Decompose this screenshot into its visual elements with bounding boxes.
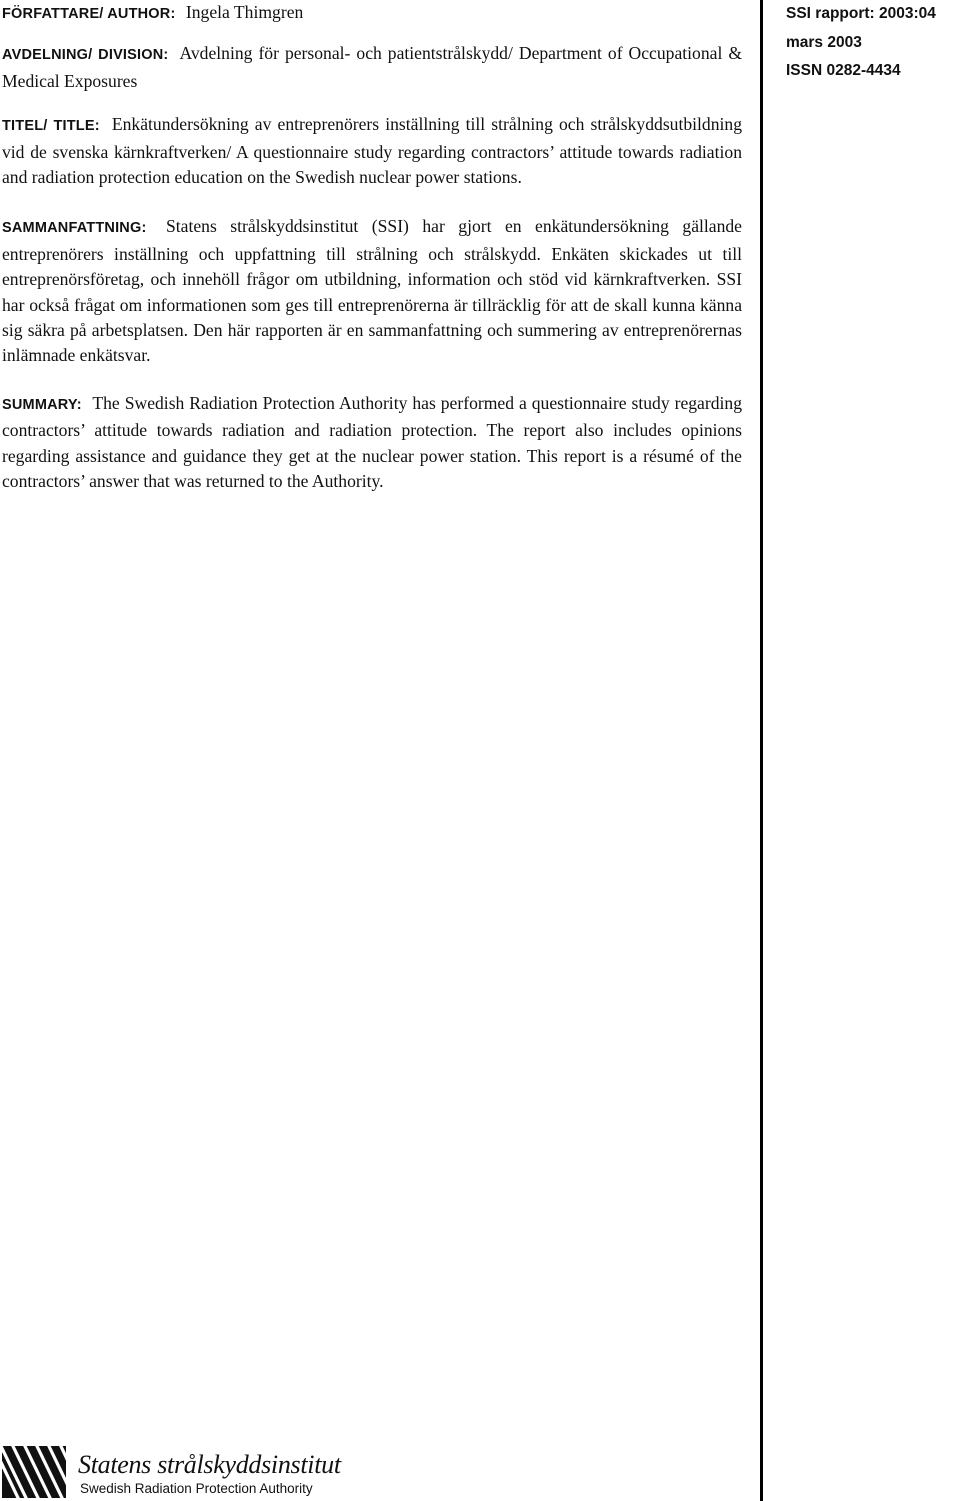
division-line (2, 41, 742, 94)
author-label: FÖRFATTARE/ AUTHOR: (2, 6, 176, 22)
report-date: mars 2003 (786, 33, 862, 51)
ssi-logo-icon (2, 1446, 66, 1498)
report-info (786, 0, 936, 86)
vertical-divider (760, 0, 763, 1501)
report-number: SSI rapport: 2003:04 (786, 5, 936, 22)
org-name-english: Swedish Radiation Protection Authority (80, 1481, 313, 1496)
summary-paragraph (2, 391, 742, 495)
sammanfattning-text: Statens strålskyddsinstitut (SSI) har gjort en enkätundersökning gällande entreprenörers inställning och uppfattning till strålning och strålskydd. Enkäten skickades ut till entreprenörsföretag, och innehöll frågor om utbildning, information och stöd vid kärnkraftverken. SSI har också frågat om informationen som ges till entreprenörerna är tillräcklig för att de skall kunna känna sig säkra på arbetsplatsen. Den här rapporten är en sammanfattning och summering av entreprenörernas inlämnade enkätsvar. (2, 216, 742, 366)
title-label: TITEL/ TITLE: (2, 118, 100, 135)
summary-text: The Swedish Radiation Protection Authority has performed a questionnaire study regarding contractors’ attitude towards radiation and radiation protection. The report also includes opinions regarding assistance and guidance they get at the nuclear power station. This report is a résumé of the contractors’ answer that was returned to the Authority. (2, 392, 742, 492)
division-name: Avdelning för personal- och patientstrålskydd/ Department of Occupational & Medical Exposures (2, 43, 743, 91)
summary-label: SUMMARY: (2, 396, 82, 413)
author-line (2, 0, 742, 27)
report-title: Enkätundersökning av entreprenörers inställning till strålning och strålskyddsutbildning vid de svenska kärnkraftverken/ A questionnaire study regarding contractors’ attitude towards radiation and radiation protection education on the Swedish nuclear power stations. (2, 114, 742, 188)
sammanfattning-paragraph (2, 214, 742, 368)
title-line (2, 112, 742, 190)
division-label: AVDELNING/ DIVISION: (2, 47, 169, 64)
report-issn: ISSN 0282-4434 (786, 62, 901, 79)
footer-logo (2, 1446, 341, 1500)
document-body (2, 0, 742, 517)
sammanfattning-label: SAMMANFATTNING: (2, 220, 147, 237)
org-name: Statens strålskyddsinstitut (78, 1450, 341, 1479)
author-name: Ingela Thimgren (185, 2, 304, 22)
